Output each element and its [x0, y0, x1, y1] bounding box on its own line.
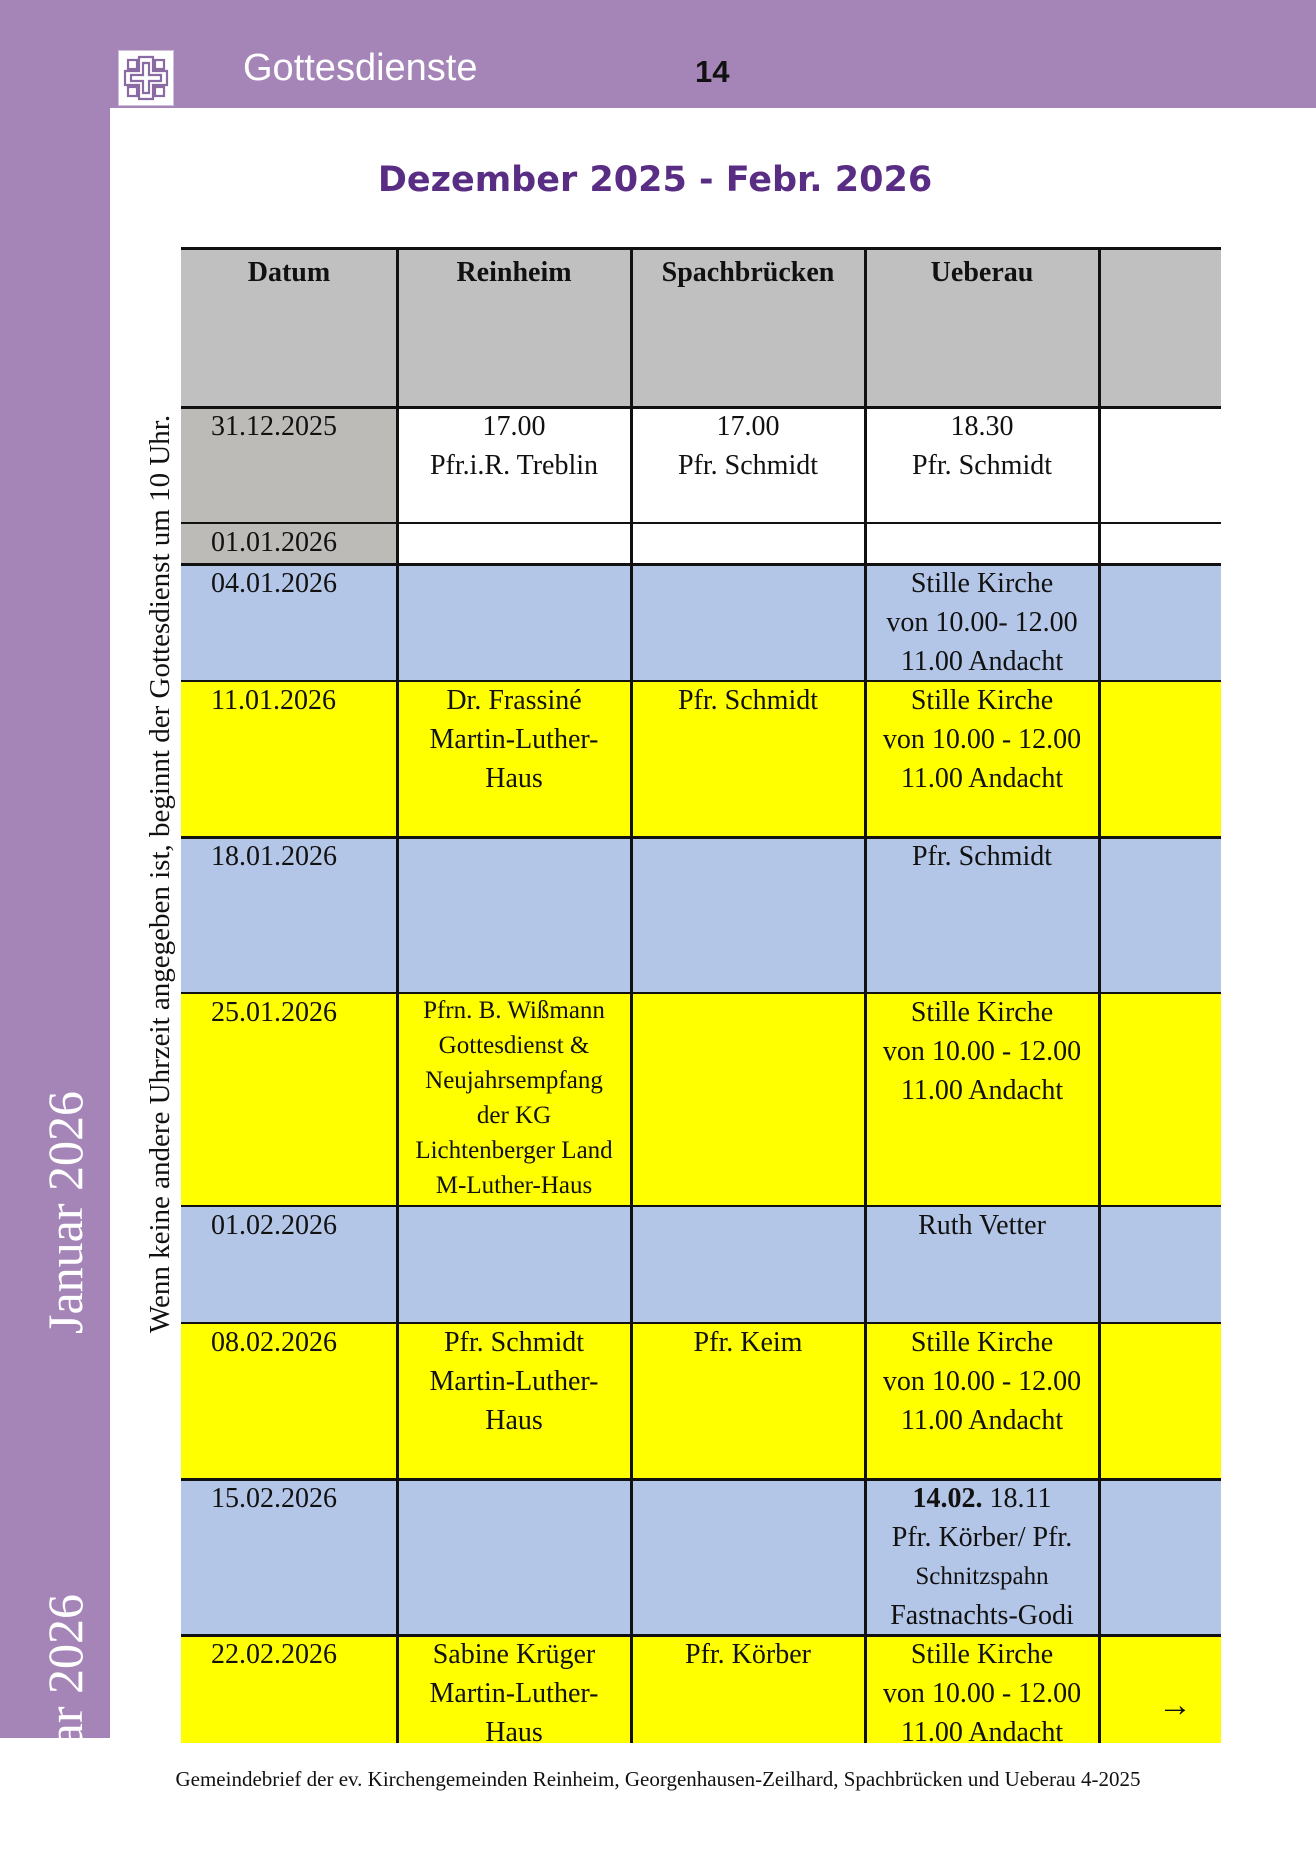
cell-line: Pfr. Schmidt — [911, 841, 1052, 872]
row-rule — [181, 1478, 1221, 1481]
cell-line: Pfr. Schmidt — [911, 450, 1052, 481]
cell-line: 17.00 — [716, 411, 780, 442]
spachbruecken-cell — [631, 1206, 865, 1323]
cell-line: Fastnachts-Godi — [890, 1600, 1074, 1631]
cell-line: Pfrn. B. Wißmann — [423, 997, 605, 1024]
cell-line: Stille Kirche — [910, 1639, 1054, 1670]
cell-line: Lichtenberger Land — [415, 1137, 613, 1164]
ueberau-cell — [865, 681, 1099, 837]
cell-line: Sabine Krüger — [432, 1639, 596, 1670]
reinheim-cell — [397, 1479, 631, 1635]
service-schedule-table — [181, 247, 1221, 1743]
cell-line: Pfr. Schmidt — [443, 1327, 584, 1358]
column-header-label: Ueberau — [930, 257, 1034, 288]
page-number: 14 — [695, 54, 730, 89]
church-logo-icon — [118, 50, 174, 106]
reinheim-cell — [397, 993, 631, 1206]
cell-line: von 10.00 - 12.00 — [882, 724, 1082, 755]
cell-line: von 10.00 - 12.00 — [882, 1678, 1082, 1709]
cell-line: von 10.00 - 12.00 — [882, 1036, 1082, 1067]
cell-line: M-Luther-Haus — [435, 1172, 593, 1199]
cell-line: 11.00 Andacht — [900, 1717, 1064, 1743]
reinheim-cell — [397, 523, 631, 564]
row-rule — [181, 1322, 1221, 1324]
cell-line: Stille Kirche — [910, 568, 1054, 599]
cell-line: Haus — [485, 763, 543, 794]
column-header — [1099, 247, 1221, 407]
reinheim-cell — [397, 1206, 631, 1323]
cell-line: Pfr. Schmidt — [677, 450, 818, 481]
date-cell: 25.01.2026 — [181, 993, 397, 1206]
top-band — [0, 0, 1316, 108]
cell-line: Haus — [485, 1405, 543, 1436]
column-rule — [396, 247, 399, 1743]
extra-column-cell — [1099, 1323, 1221, 1479]
cell-line: Martin-Luther- — [429, 724, 599, 755]
column-header — [181, 247, 397, 407]
spachbruecken-cell — [631, 1479, 865, 1635]
cell-line: Dr. Frassiné — [446, 685, 582, 716]
cell-line: 11.00 Andacht — [900, 646, 1064, 677]
header-title: Gottesdienste — [243, 47, 478, 89]
column-header-label: Datum — [247, 257, 331, 288]
cell-line: Stille Kirche — [910, 685, 1054, 716]
reinheim-cell — [397, 564, 631, 681]
reinheim-cell — [397, 681, 631, 837]
cell-line: Haus — [485, 1717, 543, 1743]
ueberau-cell — [865, 407, 1099, 523]
bold-date: 14.02. — [912, 1483, 983, 1514]
section-title: Dezember 2025 - Febr. 2026 — [377, 160, 933, 200]
date-cell: 08.02.2026 — [181, 1323, 397, 1479]
ueberau-cell — [865, 523, 1099, 564]
default-time-note: Wenn keine andere Uhrzeit angegeben ist, beginnt der Gottesdienst um 10 Uhr. — [144, 414, 176, 1334]
cell-line: Pfr. Keim — [693, 1327, 803, 1358]
cell-line: Martin-Luther- — [429, 1366, 599, 1397]
column-rule — [630, 247, 633, 1743]
cell-line: von 10.00- 12.00 — [886, 607, 1078, 638]
cell-line: 11.00 Andacht — [900, 763, 1064, 794]
spachbruecken-cell — [631, 993, 865, 1206]
row-rule — [181, 1634, 1221, 1637]
column-header — [865, 247, 1099, 407]
extra-column-cell — [1099, 1206, 1221, 1323]
spachbruecken-cell — [631, 407, 865, 523]
extra-column-cell — [1099, 993, 1221, 1206]
ueberau-cell — [865, 564, 1099, 681]
cell-line: 18.30 — [950, 411, 1014, 442]
ueberau-cell — [865, 1206, 1099, 1323]
spachbruecken-cell — [631, 837, 865, 993]
row-rule — [181, 680, 1221, 682]
extra-column-cell — [1099, 564, 1221, 681]
cell-line: Martin-Luther- — [429, 1678, 599, 1709]
reinheim-cell — [397, 1635, 631, 1743]
side-month-labels — [30, 532, 100, 1862]
cell-line — [865, 1479, 1099, 1518]
cell-line: Gottesdienst & — [438, 1032, 590, 1059]
spachbruecken-cell — [631, 1323, 865, 1479]
date-cell: 11.01.2026 — [181, 681, 397, 837]
cell-line: Schnitzspahn — [915, 1563, 1049, 1590]
row-rule — [181, 992, 1221, 994]
spachbruecken-cell — [631, 523, 865, 564]
continue-arrow: → — [1158, 1687, 1192, 1724]
reinheim-cell — [397, 407, 631, 523]
cell-line: der KG — [476, 1102, 552, 1129]
cell-line: Ruth Vetter — [918, 1210, 1046, 1241]
cell-line: Stille Kirche — [910, 997, 1054, 1028]
cell-line: Pfr. Körber/ Pfr. — [891, 1522, 1073, 1553]
ueberau-cell — [865, 1323, 1099, 1479]
row-rule — [181, 247, 1221, 250]
cell-text: 18.11 — [982, 1483, 1052, 1514]
ueberau-cell — [865, 1635, 1099, 1743]
cell-line: Pfr.i.R. Treblin — [429, 450, 599, 481]
month-label-feb: Februar 2026 — [37, 1594, 93, 1862]
column-rule — [864, 247, 867, 1743]
cell-line: 17.00 — [482, 411, 546, 442]
ueberau-cell — [865, 1479, 1099, 1635]
extra-column-cell — [1099, 407, 1221, 523]
extra-column-cell — [1099, 681, 1221, 837]
date-cell: 18.01.2026 — [181, 837, 397, 993]
cell-line: Pfr. Körber — [685, 1639, 811, 1670]
month-label-jan: Januar 2026 — [37, 1091, 93, 1334]
spachbruecken-cell — [631, 681, 865, 837]
date-cell: 01.01.2026 — [181, 523, 397, 564]
column-rule — [1098, 247, 1101, 1743]
column-header-label: Spachbrücken — [661, 257, 835, 288]
extra-column-cell — [1099, 1479, 1221, 1635]
extra-column-cell — [1099, 837, 1221, 993]
date-cell: 31.12.2025 — [181, 407, 397, 523]
column-header — [397, 247, 631, 407]
date-cell: 22.02.2026 — [181, 1635, 397, 1743]
cell-line: 11.00 Andacht — [900, 1075, 1064, 1106]
ueberau-cell — [865, 993, 1099, 1206]
row-rule — [181, 522, 1221, 524]
cell-line: Stille Kirche — [910, 1327, 1054, 1358]
date-cell: 15.02.2026 — [181, 1479, 397, 1635]
cell-line: Neujahrsempfang — [425, 1067, 603, 1094]
cell-line: 11.00 Andacht — [900, 1405, 1064, 1436]
spachbruecken-cell — [631, 564, 865, 681]
row-rule — [181, 406, 1221, 409]
row-rule — [181, 1205, 1221, 1207]
date-cell: 01.02.2026 — [181, 1206, 397, 1323]
extra-column-cell — [1099, 523, 1221, 564]
cell-line: von 10.00 - 12.00 — [882, 1366, 1082, 1397]
row-rule — [181, 836, 1221, 839]
spachbruecken-cell — [631, 1635, 865, 1743]
date-cell: 04.01.2026 — [181, 564, 397, 681]
ueberau-cell — [865, 837, 1099, 993]
column-header — [631, 247, 865, 407]
cell-line: Pfr. Schmidt — [677, 685, 818, 716]
reinheim-cell — [397, 837, 631, 993]
column-header-label: Reinheim — [456, 257, 572, 288]
reinheim-cell — [397, 1323, 631, 1479]
footer-text: Gemeindebrief der ev. Kirchengemeinden Reinheim, Georgenhausen-Zeilhard, Spachbrücken und Ueberau 4-2025 — [175, 1767, 1141, 1791]
row-rule — [181, 563, 1221, 566]
